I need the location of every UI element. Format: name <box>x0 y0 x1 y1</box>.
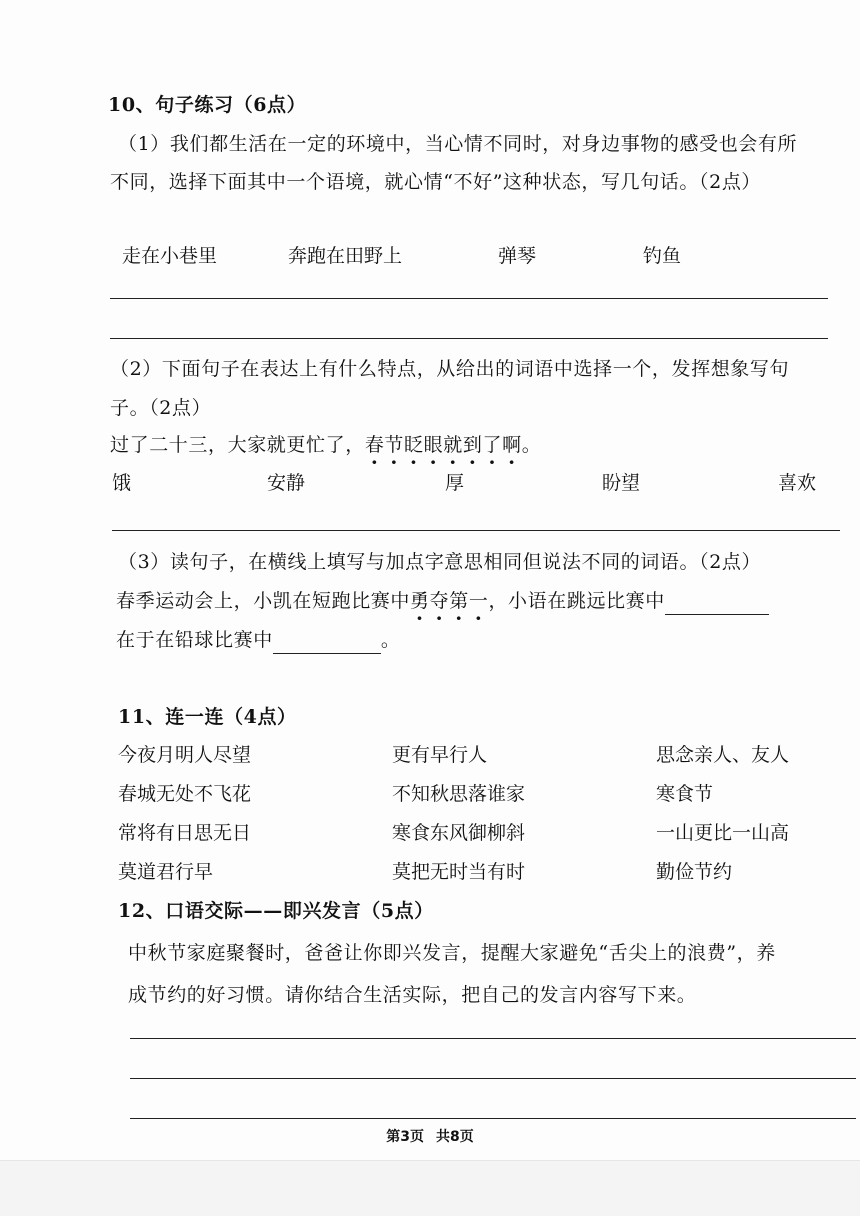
fill-blank[interactable] <box>665 588 769 615</box>
q12-line1: 中秋节家庭聚餐时，爸爸让你即兴发言，提醒大家避免“舌尖上的浪费”，养 <box>128 942 776 964</box>
q10-p3-line3 <box>116 627 400 654</box>
sentence-post: 。 <box>521 434 542 456</box>
q10-option-3: 弹琴 <box>498 245 537 267</box>
q10-p2-line1: （2）下面句子在表达上有什么特点，从给出的词语中选择一个，发挥想象写句 <box>110 358 790 380</box>
q10-p1-line2: 不同，选择下面其中一个语境，就心情“不好”这种状态，写几句话。（2点） <box>110 171 762 193</box>
dotted-char: 勇 <box>410 590 430 612</box>
line3-pre: 在于在铅球比赛中 <box>116 629 273 651</box>
dotted-char: 就 <box>443 434 463 456</box>
answer-line[interactable] <box>110 298 828 299</box>
page-total: 共8页 <box>436 1129 474 1145</box>
q12-line2: 成节约的好习惯。请你结合生活实际，把自己的发言内容写下来。 <box>128 984 697 1006</box>
dotted-char: 春 <box>364 434 385 456</box>
q12-title: 12、口语交际——即兴发言（5点） <box>118 900 434 922</box>
match-left-4[interactable]: 莫道君行早 <box>118 861 214 883</box>
match-left-3[interactable]: 常将有日思无日 <box>118 822 252 844</box>
match-middle-2[interactable]: 不知秋思落谁家 <box>392 783 526 805</box>
match-left-2[interactable]: 春城无处不飞花 <box>118 783 252 805</box>
match-left-1[interactable]: 今夜月明人尽望 <box>118 744 252 766</box>
dotted-char: 眨 <box>404 434 424 456</box>
line2-mid: ，小语在跳远比赛中 <box>488 590 665 612</box>
match-middle-1[interactable]: 更有早行人 <box>392 744 488 766</box>
dotted-char: 到 <box>462 434 483 456</box>
dotted-char: 第 <box>449 590 469 612</box>
q10-word-3: 厚 <box>445 472 465 494</box>
answer-line[interactable] <box>130 1078 856 1079</box>
dotted-char: 了 <box>482 434 503 456</box>
q10-option-2: 奔跑在田野上 <box>288 245 403 267</box>
page-gap <box>0 1160 860 1216</box>
q10-word-4: 盼望 <box>602 472 641 494</box>
page-footer <box>0 1126 860 1146</box>
q10-word-5: 喜欢 <box>778 472 817 494</box>
q10-p3-line2 <box>116 588 769 615</box>
answer-line[interactable] <box>130 1038 856 1039</box>
q10-option-4: 钓鱼 <box>643 245 682 267</box>
q10-title: 10、句子练习（6点） <box>108 94 307 116</box>
dotted-char: 夺 <box>429 590 450 612</box>
q10-p2-sentence <box>110 432 541 458</box>
dotted-char: 节 <box>384 434 405 456</box>
page-number: 第3页 <box>386 1129 424 1145</box>
answer-line[interactable] <box>130 1118 856 1119</box>
match-right-4[interactable]: 勤俭节约 <box>656 861 733 883</box>
q10-p2-line2: 子。（2点） <box>110 397 212 419</box>
line2-pre: 春季运动会上，小凯在短跑比赛中 <box>116 590 411 612</box>
dotted-phrase <box>365 434 522 456</box>
answer-line[interactable] <box>110 338 828 339</box>
q10-word-1: 饿 <box>112 472 132 494</box>
match-right-2[interactable]: 寒食节 <box>656 783 714 805</box>
match-right-3[interactable]: 一山更比一山高 <box>656 822 790 844</box>
q10-p1-line1: （1）我们都生活在一定的环境中，当心情不同时，对身边事物的感受也会有所 <box>118 133 798 155</box>
dotted-char: 啊 <box>502 434 522 456</box>
match-right-1[interactable]: 思念亲人、友人 <box>656 744 790 766</box>
answer-line[interactable] <box>112 530 840 531</box>
dotted-phrase <box>410 590 488 612</box>
q10-word-2: 安静 <box>267 472 306 494</box>
match-middle-4[interactable]: 莫把无时当有时 <box>392 861 526 883</box>
q10-p3-line1: （3）读句子，在横线上填写与加点字意思相同但说法不同的词语。（2点） <box>118 551 762 573</box>
match-middle-3[interactable]: 寒食东风御柳斜 <box>392 822 526 844</box>
q10-option-1: 走在小巷里 <box>122 245 218 267</box>
fill-blank[interactable] <box>273 627 381 654</box>
sentence-pre: 过了二十三，大家就更忙了， <box>110 434 365 456</box>
q11-title: 11、连一连（4点） <box>118 706 297 728</box>
line3-post: 。 <box>380 629 401 651</box>
dotted-char: 一 <box>468 590 489 612</box>
dotted-char: 眼 <box>423 434 444 456</box>
